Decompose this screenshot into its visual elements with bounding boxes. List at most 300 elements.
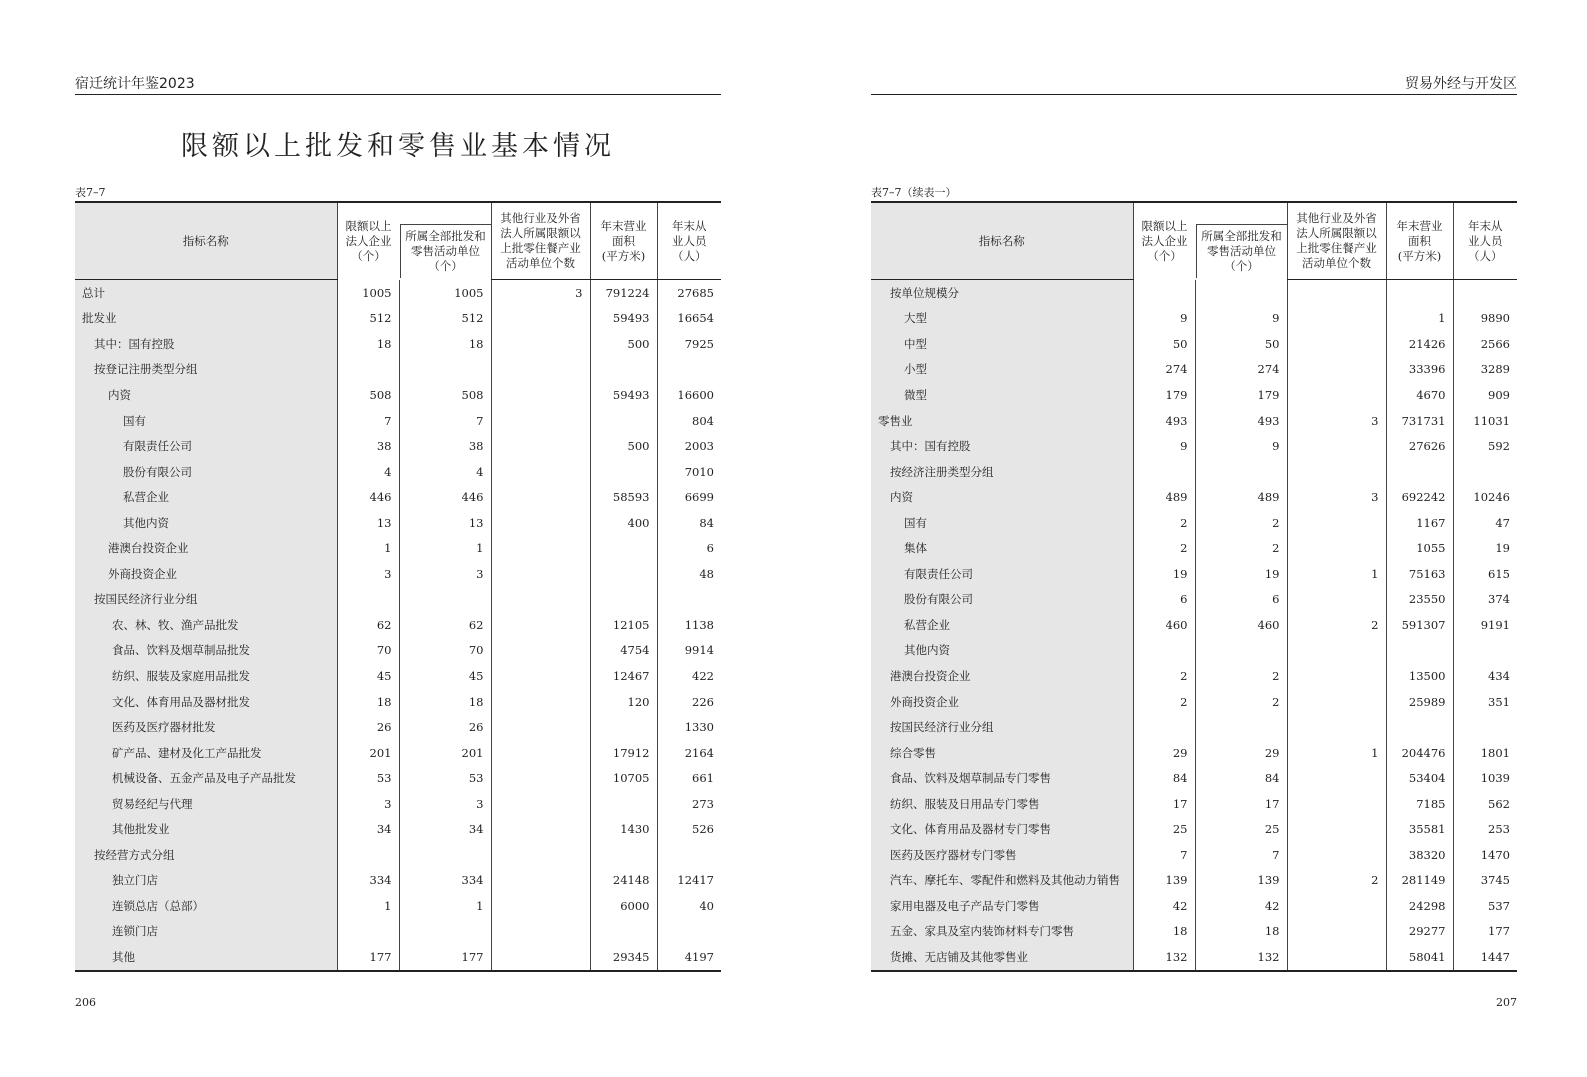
cell-c3 xyxy=(491,944,590,971)
table-row xyxy=(75,842,721,868)
table-row xyxy=(75,459,721,485)
cell-c3 xyxy=(491,919,590,945)
cell-c3 xyxy=(1287,459,1386,485)
cell-c2: 34 xyxy=(399,816,491,842)
cell-c3 xyxy=(491,791,590,817)
cell-c3 xyxy=(1287,663,1386,689)
cell-c4: 53404 xyxy=(1386,765,1453,791)
table-row xyxy=(75,433,721,459)
table-row xyxy=(75,791,721,817)
cell-c5: 226 xyxy=(657,689,721,715)
cell-c5 xyxy=(1453,280,1517,306)
header-c1: 限额以上 法人企业 （个） xyxy=(1141,218,1188,263)
cell-c4: 692242 xyxy=(1386,484,1453,510)
cell-c5 xyxy=(657,357,721,383)
cell-c5 xyxy=(1453,459,1517,485)
cell-c4 xyxy=(590,714,657,740)
cell-c5: 253 xyxy=(1453,816,1517,842)
table-row xyxy=(75,587,721,613)
cell-c4: 59493 xyxy=(590,306,657,332)
row-label: 按登记注册类型分组 xyxy=(75,357,337,383)
cell-c4: 17912 xyxy=(590,740,657,766)
cell-c4: 400 xyxy=(590,510,657,536)
cell-c2 xyxy=(1195,638,1287,664)
row-label: 农、林、牧、渔产品批发 xyxy=(75,612,337,638)
cell-c3 xyxy=(1287,331,1386,357)
cell-c5: 16600 xyxy=(657,382,721,408)
cell-c4 xyxy=(590,791,657,817)
row-label: 股份有限公司 xyxy=(871,587,1133,613)
table-row xyxy=(871,791,1517,817)
row-label: 港澳台投资企业 xyxy=(75,535,337,561)
cell-c4: 29277 xyxy=(1386,919,1453,945)
cell-c1: 493 xyxy=(1133,408,1195,434)
cell-c1: 50 xyxy=(1133,331,1195,357)
table-row xyxy=(75,944,721,971)
cell-c1: 3 xyxy=(337,561,399,587)
cell-c4: 731731 xyxy=(1386,408,1453,434)
cell-c2 xyxy=(399,919,491,945)
cell-c4: 25989 xyxy=(1386,689,1453,715)
cell-c4: 4754 xyxy=(590,638,657,664)
cell-c3 xyxy=(491,433,590,459)
cell-c2: 508 xyxy=(399,382,491,408)
cell-c5: 27685 xyxy=(657,280,721,306)
cell-c2: 26 xyxy=(399,714,491,740)
cell-c3 xyxy=(1287,535,1386,561)
running-head-left: 宿迁统计年鉴2023 xyxy=(75,76,721,95)
cell-c2: 7 xyxy=(399,408,491,434)
cell-c3: 3 xyxy=(491,280,590,306)
table-row xyxy=(871,944,1517,971)
table-row xyxy=(75,663,721,689)
cell-c3: 3 xyxy=(1287,484,1386,510)
cell-c5: 7010 xyxy=(657,459,721,485)
cell-c3 xyxy=(491,484,590,510)
cell-c5: 48 xyxy=(657,561,721,587)
cell-c5: 592 xyxy=(1453,433,1517,459)
cell-c3 xyxy=(491,561,590,587)
cell-c1 xyxy=(337,842,399,868)
cell-c5: 434 xyxy=(1453,663,1517,689)
cell-c2: 177 xyxy=(399,944,491,971)
cell-c5: 9191 xyxy=(1453,612,1517,638)
cell-c5: 11031 xyxy=(1453,408,1517,434)
cell-c3 xyxy=(1287,306,1386,332)
cell-c5: 3745 xyxy=(1453,868,1517,894)
cell-c4: 33396 xyxy=(1386,357,1453,383)
cell-c4 xyxy=(590,459,657,485)
cell-c5: 177 xyxy=(1453,919,1517,945)
cell-c1: 1 xyxy=(337,535,399,561)
cell-c1: 29 xyxy=(1133,740,1195,766)
table-row xyxy=(75,306,721,332)
table-row xyxy=(871,868,1517,894)
row-label: 按国民经济行业分组 xyxy=(75,587,337,613)
cell-c3 xyxy=(1287,357,1386,383)
row-label: 纺织、服装及日用品专门零售 xyxy=(871,791,1133,817)
cell-c1: 7 xyxy=(337,408,399,434)
cell-c4: 791224 xyxy=(590,280,657,306)
cell-c1: 26 xyxy=(337,714,399,740)
table-row xyxy=(871,816,1517,842)
row-label: 港澳台投资企业 xyxy=(871,663,1133,689)
cell-c5: 615 xyxy=(1453,561,1517,587)
cell-c3 xyxy=(491,638,590,664)
row-label: 内资 xyxy=(75,382,337,408)
cell-c5: 19 xyxy=(1453,535,1517,561)
cell-c5 xyxy=(657,842,721,868)
cell-c4: 21426 xyxy=(1386,331,1453,357)
cell-c2: 2 xyxy=(1195,535,1287,561)
page-title: 限额以上批发和零售业基本情况 xyxy=(181,131,615,162)
table-row xyxy=(75,510,721,536)
row-label: 批发业 xyxy=(75,306,337,332)
table-row xyxy=(75,689,721,715)
cell-c2: 334 xyxy=(399,868,491,894)
cell-c5 xyxy=(1453,714,1517,740)
cell-c4: 12105 xyxy=(590,612,657,638)
cell-c1: 84 xyxy=(1133,765,1195,791)
row-label: 其他批发业 xyxy=(75,816,337,842)
cell-c1 xyxy=(337,357,399,383)
cell-c5: 1138 xyxy=(657,612,721,638)
cell-c3 xyxy=(1287,842,1386,868)
cell-c4: 10705 xyxy=(590,765,657,791)
cell-c1: 13 xyxy=(337,510,399,536)
cell-c2: 13 xyxy=(399,510,491,536)
cell-c1: 6 xyxy=(1133,587,1195,613)
cell-c3: 3 xyxy=(1287,408,1386,434)
table-row xyxy=(871,689,1517,715)
cell-c2: 6 xyxy=(1195,587,1287,613)
cell-c5: 1470 xyxy=(1453,842,1517,868)
cell-c3: 2 xyxy=(1287,868,1386,894)
row-label: 其他内资 xyxy=(75,510,337,536)
cell-c2: 274 xyxy=(1195,357,1287,383)
cell-c5: 273 xyxy=(657,791,721,817)
cell-c2: 62 xyxy=(399,612,491,638)
table-row xyxy=(75,561,721,587)
cell-c2: 1 xyxy=(399,535,491,561)
cell-c1: 508 xyxy=(337,382,399,408)
table-row xyxy=(871,561,1517,587)
cell-c1: 460 xyxy=(1133,612,1195,638)
cell-c3 xyxy=(1287,714,1386,740)
cell-c1 xyxy=(1133,459,1195,485)
cell-c1: 2 xyxy=(1133,689,1195,715)
table-row xyxy=(871,587,1517,613)
cell-c2: 201 xyxy=(399,740,491,766)
cell-c2: 29 xyxy=(1195,740,1287,766)
cell-c5: 4197 xyxy=(657,944,721,971)
cell-c2: 38 xyxy=(399,433,491,459)
table-row xyxy=(871,510,1517,536)
cell-c5: 661 xyxy=(657,765,721,791)
table-row xyxy=(871,382,1517,408)
row-label: 食品、饮料及烟草制品专门零售 xyxy=(871,765,1133,791)
cell-c5: 1447 xyxy=(1453,944,1517,971)
cell-c2 xyxy=(399,357,491,383)
cell-c1: 201 xyxy=(337,740,399,766)
row-label: 五金、家具及室内装饰材料专门零售 xyxy=(871,919,1133,945)
cell-c3 xyxy=(1287,510,1386,536)
cell-c1: 18 xyxy=(337,331,399,357)
cell-c4: 75163 xyxy=(1386,561,1453,587)
cell-c2: 2 xyxy=(1195,689,1287,715)
cell-c3 xyxy=(1287,638,1386,664)
cell-c3 xyxy=(1287,382,1386,408)
cell-c5: 537 xyxy=(1453,893,1517,919)
row-label: 有限责任公司 xyxy=(75,433,337,459)
cell-c5: 7925 xyxy=(657,331,721,357)
cell-c4: 35581 xyxy=(1386,816,1453,842)
header-c4: 年末营业 面积 (平方米) xyxy=(1386,202,1453,280)
table-row xyxy=(871,408,1517,434)
cell-c1: 34 xyxy=(337,816,399,842)
table-row xyxy=(871,893,1517,919)
cell-c4: 500 xyxy=(590,433,657,459)
cell-c2: 53 xyxy=(399,765,491,791)
cell-c1: 25 xyxy=(1133,816,1195,842)
table-row xyxy=(75,740,721,766)
row-label: 机械设备、五金产品及电子产品批发 xyxy=(75,765,337,791)
cell-c3 xyxy=(491,663,590,689)
cell-c3 xyxy=(491,306,590,332)
cell-c3 xyxy=(1287,689,1386,715)
cell-c3 xyxy=(491,740,590,766)
cell-c5: 16654 xyxy=(657,306,721,332)
cell-c3 xyxy=(491,331,590,357)
row-label: 食品、饮料及烟草制品批发 xyxy=(75,638,337,664)
cell-c4 xyxy=(590,408,657,434)
cell-c3 xyxy=(1287,280,1386,306)
cell-c2 xyxy=(399,587,491,613)
cell-c2: 19 xyxy=(1195,561,1287,587)
cell-c4: 24298 xyxy=(1386,893,1453,919)
cell-c4 xyxy=(590,535,657,561)
cell-c3 xyxy=(491,868,590,894)
right-page xyxy=(871,0,1517,1077)
header-c2: 所属全部批发和 零售活动单位 （个） xyxy=(400,224,491,278)
row-label: 外商投资企业 xyxy=(871,689,1133,715)
row-label: 私营企业 xyxy=(75,484,337,510)
row-label: 文化、体育用品及器材批发 xyxy=(75,689,337,715)
cell-c1: 70 xyxy=(337,638,399,664)
page-number-left: 206 xyxy=(75,996,96,1009)
cell-c5: 12417 xyxy=(657,868,721,894)
cell-c1 xyxy=(1133,280,1195,306)
cell-c1: 512 xyxy=(337,306,399,332)
cell-c1: 2 xyxy=(1133,510,1195,536)
cell-c3 xyxy=(491,816,590,842)
running-head-right: 贸易外经与开发区 xyxy=(871,76,1517,95)
cell-c3 xyxy=(1287,919,1386,945)
row-label: 零售业 xyxy=(871,408,1133,434)
cell-c3 xyxy=(491,714,590,740)
cell-c2: 42 xyxy=(1195,893,1287,919)
row-label: 小型 xyxy=(871,357,1133,383)
cell-c5: 526 xyxy=(657,816,721,842)
cell-c5 xyxy=(657,919,721,945)
table-row xyxy=(871,765,1517,791)
cell-c3 xyxy=(491,357,590,383)
table-row xyxy=(871,459,1517,485)
cell-c2: 3 xyxy=(399,561,491,587)
cell-c1 xyxy=(337,587,399,613)
cell-c1: 177 xyxy=(337,944,399,971)
cell-c4: 27626 xyxy=(1386,433,1453,459)
cell-c5: 909 xyxy=(1453,382,1517,408)
cell-c3 xyxy=(491,893,590,919)
table-row xyxy=(871,357,1517,383)
cell-c4: 204476 xyxy=(1386,740,1453,766)
cell-c3 xyxy=(491,408,590,434)
cell-c2: 45 xyxy=(399,663,491,689)
cell-c4: 4670 xyxy=(1386,382,1453,408)
cell-c5: 10246 xyxy=(1453,484,1517,510)
row-label: 按经营方式分组 xyxy=(75,842,337,868)
row-label: 私营企业 xyxy=(871,612,1133,638)
cell-c3 xyxy=(491,535,590,561)
data-table-right xyxy=(871,201,1517,972)
table-row xyxy=(75,765,721,791)
table-row xyxy=(75,408,721,434)
table-row xyxy=(75,612,721,638)
cell-c4: 7185 xyxy=(1386,791,1453,817)
cell-c5 xyxy=(1453,638,1517,664)
row-label: 纺织、服装及家庭用品批发 xyxy=(75,663,337,689)
left-page xyxy=(75,0,721,1077)
row-label: 贸易经纪与代理 xyxy=(75,791,337,817)
row-label: 国有 xyxy=(871,510,1133,536)
cell-c2: 50 xyxy=(1195,331,1287,357)
row-label: 外商投资企业 xyxy=(75,561,337,587)
cell-c1: 2 xyxy=(1133,535,1195,561)
table-row xyxy=(75,535,721,561)
cell-c1: 1 xyxy=(337,893,399,919)
cell-c2 xyxy=(1195,280,1287,306)
row-label: 国有 xyxy=(75,408,337,434)
row-label: 股份有限公司 xyxy=(75,459,337,485)
cell-c5: 1330 xyxy=(657,714,721,740)
cell-c5: 1039 xyxy=(1453,765,1517,791)
cell-c1 xyxy=(1133,638,1195,664)
data-table-left xyxy=(75,201,721,972)
table-row xyxy=(75,638,721,664)
cell-c1: 9 xyxy=(1133,306,1195,332)
cell-c1: 179 xyxy=(1133,382,1195,408)
cell-c3 xyxy=(1287,816,1386,842)
cell-c5: 40 xyxy=(657,893,721,919)
cell-c3 xyxy=(491,689,590,715)
cell-c3 xyxy=(1287,944,1386,971)
cell-c4 xyxy=(1386,280,1453,306)
header-c3: 其他行业及外省 法人所属限额以 上批零住餐产业 活动单位个数 xyxy=(491,202,590,280)
cell-c2: 4 xyxy=(399,459,491,485)
table-row xyxy=(871,280,1517,306)
row-label: 总计 xyxy=(75,280,337,306)
cell-c4: 23550 xyxy=(1386,587,1453,613)
row-label: 连锁门店 xyxy=(75,919,337,945)
cell-c3 xyxy=(491,765,590,791)
row-label: 连锁总店（总部） xyxy=(75,893,337,919)
cell-c2: 2 xyxy=(1195,510,1287,536)
table-row xyxy=(871,842,1517,868)
table-row xyxy=(75,816,721,842)
header-c2: 所属全部批发和 零售活动单位 （个） xyxy=(1196,224,1287,278)
cell-c5: 3289 xyxy=(1453,357,1517,383)
row-label: 集体 xyxy=(871,535,1133,561)
cell-c3: 1 xyxy=(1287,740,1386,766)
cell-c3 xyxy=(1287,791,1386,817)
cell-c5: 422 xyxy=(657,663,721,689)
cell-c4 xyxy=(590,842,657,868)
cell-c4: 591307 xyxy=(1386,612,1453,638)
cell-c4: 58041 xyxy=(1386,944,1453,971)
cell-c4: 24148 xyxy=(590,868,657,894)
row-label: 按单位规模分 xyxy=(871,280,1133,306)
table-row xyxy=(871,484,1517,510)
cell-c3 xyxy=(491,382,590,408)
cell-c2: 1005 xyxy=(399,280,491,306)
table-row xyxy=(871,740,1517,766)
header-c4: 年末营业 面积 (平方米) xyxy=(590,202,657,280)
row-label: 货摊、无店铺及其他零售业 xyxy=(871,944,1133,971)
row-label: 按国民经济行业分组 xyxy=(871,714,1133,740)
cell-c1: 2 xyxy=(1133,663,1195,689)
cell-c1 xyxy=(337,919,399,945)
row-label: 其中：国有控股 xyxy=(871,433,1133,459)
cell-c5: 562 xyxy=(1453,791,1517,817)
table-body-left xyxy=(75,280,721,971)
cell-c3 xyxy=(491,510,590,536)
header-c5: 年末从 业人员 （人） xyxy=(657,202,721,280)
cell-c4: 13500 xyxy=(1386,663,1453,689)
cell-c2: 512 xyxy=(399,306,491,332)
row-label: 医药及医疗器材专门零售 xyxy=(871,842,1133,868)
cell-c4: 58593 xyxy=(590,484,657,510)
row-label: 其他内资 xyxy=(871,638,1133,664)
cell-c1: 9 xyxy=(1133,433,1195,459)
cell-c2: 9 xyxy=(1195,433,1287,459)
table-row xyxy=(75,893,721,919)
cell-c4 xyxy=(590,357,657,383)
table-row xyxy=(75,280,721,306)
table-row xyxy=(871,535,1517,561)
table-row xyxy=(871,306,1517,332)
cell-c1: 17 xyxy=(1133,791,1195,817)
cell-c5: 47 xyxy=(1453,510,1517,536)
cell-c1: 42 xyxy=(1133,893,1195,919)
cell-c4 xyxy=(590,561,657,587)
table-row xyxy=(75,919,721,945)
table-row xyxy=(871,663,1517,689)
row-label: 矿产品、建材及化工产品批发 xyxy=(75,740,337,766)
cell-c5: 804 xyxy=(657,408,721,434)
table-row xyxy=(871,714,1517,740)
cell-c2 xyxy=(1195,714,1287,740)
table-row xyxy=(75,714,721,740)
page-number-right: 207 xyxy=(1496,996,1517,1009)
cell-c2 xyxy=(1195,459,1287,485)
cell-c3 xyxy=(1287,433,1386,459)
cell-c4: 59493 xyxy=(590,382,657,408)
table-row xyxy=(871,331,1517,357)
row-label: 医药及医疗器材批发 xyxy=(75,714,337,740)
cell-c1 xyxy=(1133,714,1195,740)
cell-c4: 1430 xyxy=(590,816,657,842)
